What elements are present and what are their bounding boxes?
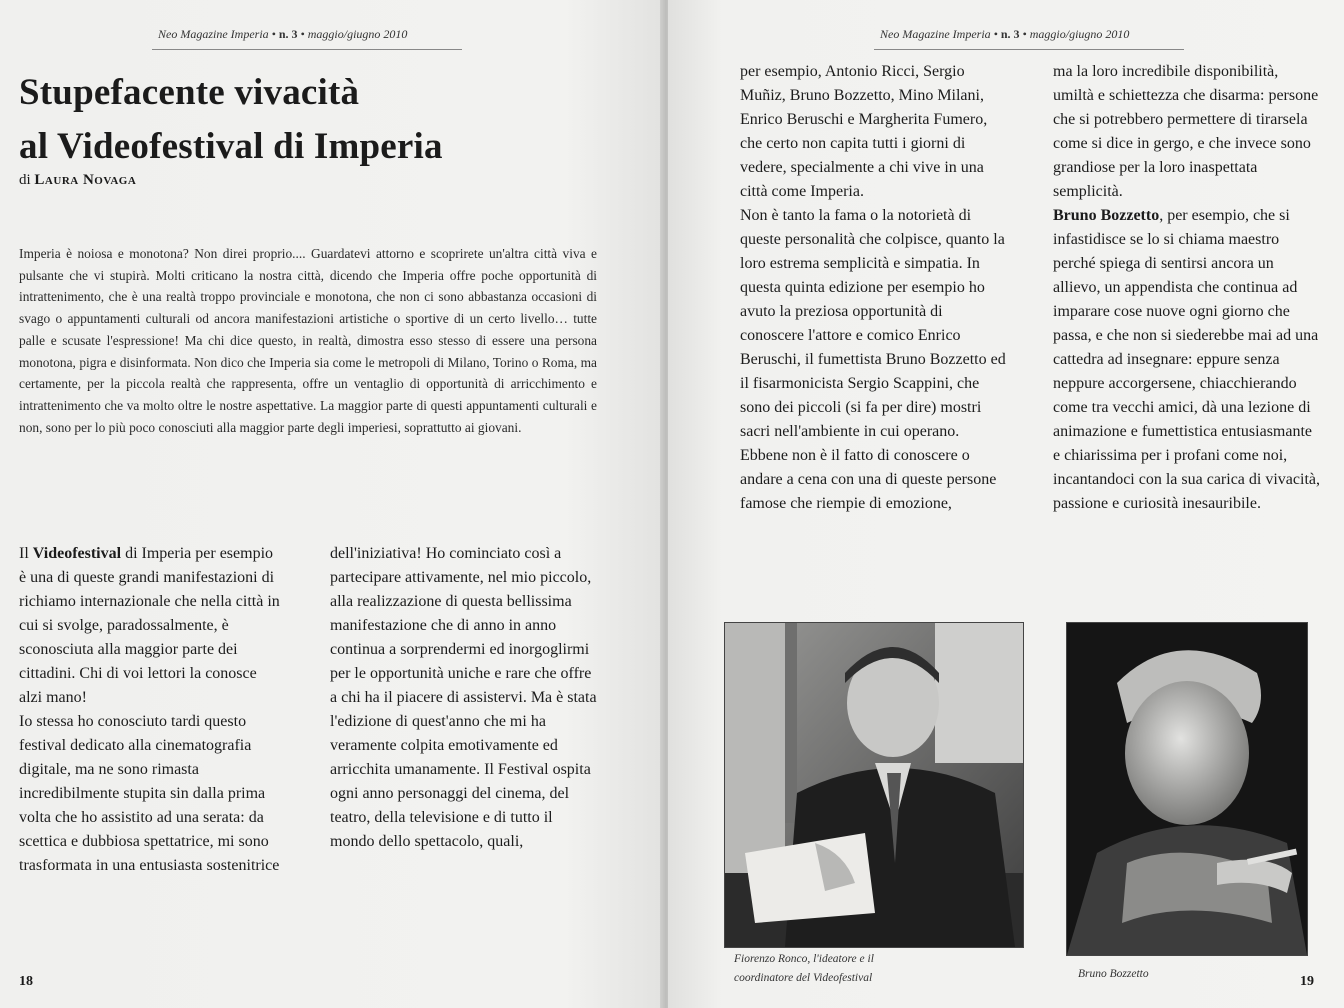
magazine-name: Neo Magazine Imperia xyxy=(880,27,991,41)
running-head-left: Neo Magazine Imperia • n. 3 • maggio/giugno 2010 xyxy=(158,27,408,41)
left-page xyxy=(0,0,664,1008)
byline-prefix: di xyxy=(19,172,31,188)
photo-festival-coordinator xyxy=(724,622,1024,948)
column-4-paragraph-2 xyxy=(1053,204,1323,516)
person-name: Bruno Bozzetto xyxy=(1053,207,1160,224)
photo-caption-coordinator xyxy=(734,950,1024,988)
text-run: Il xyxy=(19,545,33,562)
author-name: Laura Novaga xyxy=(34,172,137,188)
article-column-1 xyxy=(19,542,281,878)
header-rule xyxy=(152,49,462,50)
title-line-2: al Videofestival di Imperia xyxy=(19,126,443,167)
column-2-paragraph: dell'iniziativa! Ho cominciato così a partecipare attivamente, nel mio piccolo, alla realizzazione di questa bellissima manifestazione che di anno in anno continua a sorprendermi ed inorgoglirmi per le opportunità uniche e rare che offre a chi ha il piacere di assistervi. Ma è stata l'edizione di quest'anno che mi ha veramente colpita emotivamente ed arricchita umanamente. Il Festival ospita ogni anno personaggi del cinema, del teatro, della televisione e di tutto il mondo dello spettacolo, quali, xyxy=(330,545,597,850)
festival-name: Videofestival xyxy=(32,545,122,562)
page-number-left: 18 xyxy=(19,974,33,989)
issue-date: maggio/giugno 2010 xyxy=(1029,27,1130,41)
photo-bruno-bozzetto xyxy=(1066,622,1308,956)
running-head-right: Neo Magazine Imperia • n. 3 • maggio/giugno 2010 xyxy=(880,27,1130,41)
article-column-3 xyxy=(740,60,1010,516)
column-4-paragraph-1: ma la loro incredibile disponibilità, umiltà e schiettezza che disarma: persone che si potrebbero permettere di tirarsela come si dice in gergo, e che invece sono grandiose per la loro inaspettata semplicità. xyxy=(1053,63,1319,200)
caption-line-2: coordinatore del Videofestival xyxy=(734,972,873,984)
byline xyxy=(19,172,136,189)
issue-number: n. 3 xyxy=(278,27,298,41)
text-run: , per esempio, che si infastidisce se lo si chiama maestro perché spiega di sentirsi ancora un allievo, un appendista che continua ad imparare cose nuove ogni giorno che passa, e che non si siederebbe mai ad una cattedra ad insegnare: eppure senza neppure accorgersene, chiacchierando come tra vecchi amici, dà una lezione di animazione e fumettistica entusiasmante e chiarissima per i profani come noi, incantandoci con la sua carica di vivacità, passione e curiosità inesauribile. xyxy=(1053,207,1320,512)
lead-paragraph: Imperia è noiosa e monotona? Non direi proprio.... Guardatevi attorno e scoprirete un'altra città viva e pulsante che vi stupirà. Molti criticano la nostra città, dicendo che Imperia offre poche opportunità di intrattenimento, che è una realtà troppo provinciale e monotona, che non ci sono abbastanza occasioni di svago o appuntamenti culturali od ancora manifestazioni artistiche o sportive di un certo livello… tutte palle e scusate l'espressione! Ma chi dice questo, in realtà, dimostra esso stesso di essere una persona monotona, pigra e disinformata. Non dico che Imperia sia come le metropoli di Milano, Torino o Roma, ma certamente, per la piccola realtà che rappresenta, offre un ventaglio di opportunità di arricchimento e intrattenimento che va molto oltre le nostre aspettative. La maggior parte di questi appuntamenti culturali e non, sono per lo più poco conosciuti alla maggior parte degli imperiesi, soprattutto ai giovani. xyxy=(19,246,597,435)
issue-date: maggio/giugno 2010 xyxy=(307,27,408,41)
column-1-paragraph-2: Io stessa ho conosciuto tardi questo festival dedicato alla cinematografia digitale, ma ne sono rimasta incredibilmente stupita sin dalla prima volta che ho assistito ad una serata: da scettica e dubbiosa spettatrice, mi sono trasformata in una entusiasta sostenitrice xyxy=(19,713,280,874)
text-run: di Imperia per esempio è una di queste grandi manifestazioni di richiamo internazionale che nella città in cui si svolge, paradossalmente, è sconosciuta alla maggior parte dei cittadini. Chi di voi lettori la conosce alzi mano! xyxy=(19,545,280,706)
article-title xyxy=(19,66,443,174)
column-1-paragraph-1 xyxy=(19,542,281,710)
article-column-2 xyxy=(330,542,600,854)
magazine-name: Neo Magazine Imperia xyxy=(158,27,269,41)
header-rule xyxy=(874,49,1184,50)
right-page xyxy=(668,0,1344,1008)
column-3-paragraph-1: per esempio, Antonio Ricci, Sergio Muñiz, Bruno Bozzetto, Mino Milani, Enrico Beruschi e Margherita Fumero, che certo non capita tutti i giorni di vedere, specialmente a chi vive in una città come Imperia. xyxy=(740,63,988,200)
caption-line-1: Fiorenzo Ronco, l'ideatore e il xyxy=(734,953,874,965)
column-3-paragraph-2: Non è tanto la fama o la notorietà di queste personalità che colpisce, quanto la loro estrema semplicità e simpatia. In questa quinta edizione per esempio ho avuto la preziosa opportunità di conoscere l'attore e comico Enrico Beruschi, il fumettista Bruno Bozzetto ed il fisarmonicista Sergio Scappini, che sono dei piccoli (si fa per dire) mostri sacri nell'ambiente in cui operano. Ebbene non è il fatto di conoscere o andare a cena con una di queste persone famose che riempie di emozione, xyxy=(740,207,1006,512)
issue-number: n. 3 xyxy=(1000,27,1020,41)
page-number-right: 19 xyxy=(1300,974,1314,989)
article-column-4 xyxy=(1053,60,1323,516)
photo-caption-bozzetto: Bruno Bozzetto xyxy=(1078,968,1149,980)
title-line-1: Stupefacente vivacità xyxy=(19,72,360,113)
